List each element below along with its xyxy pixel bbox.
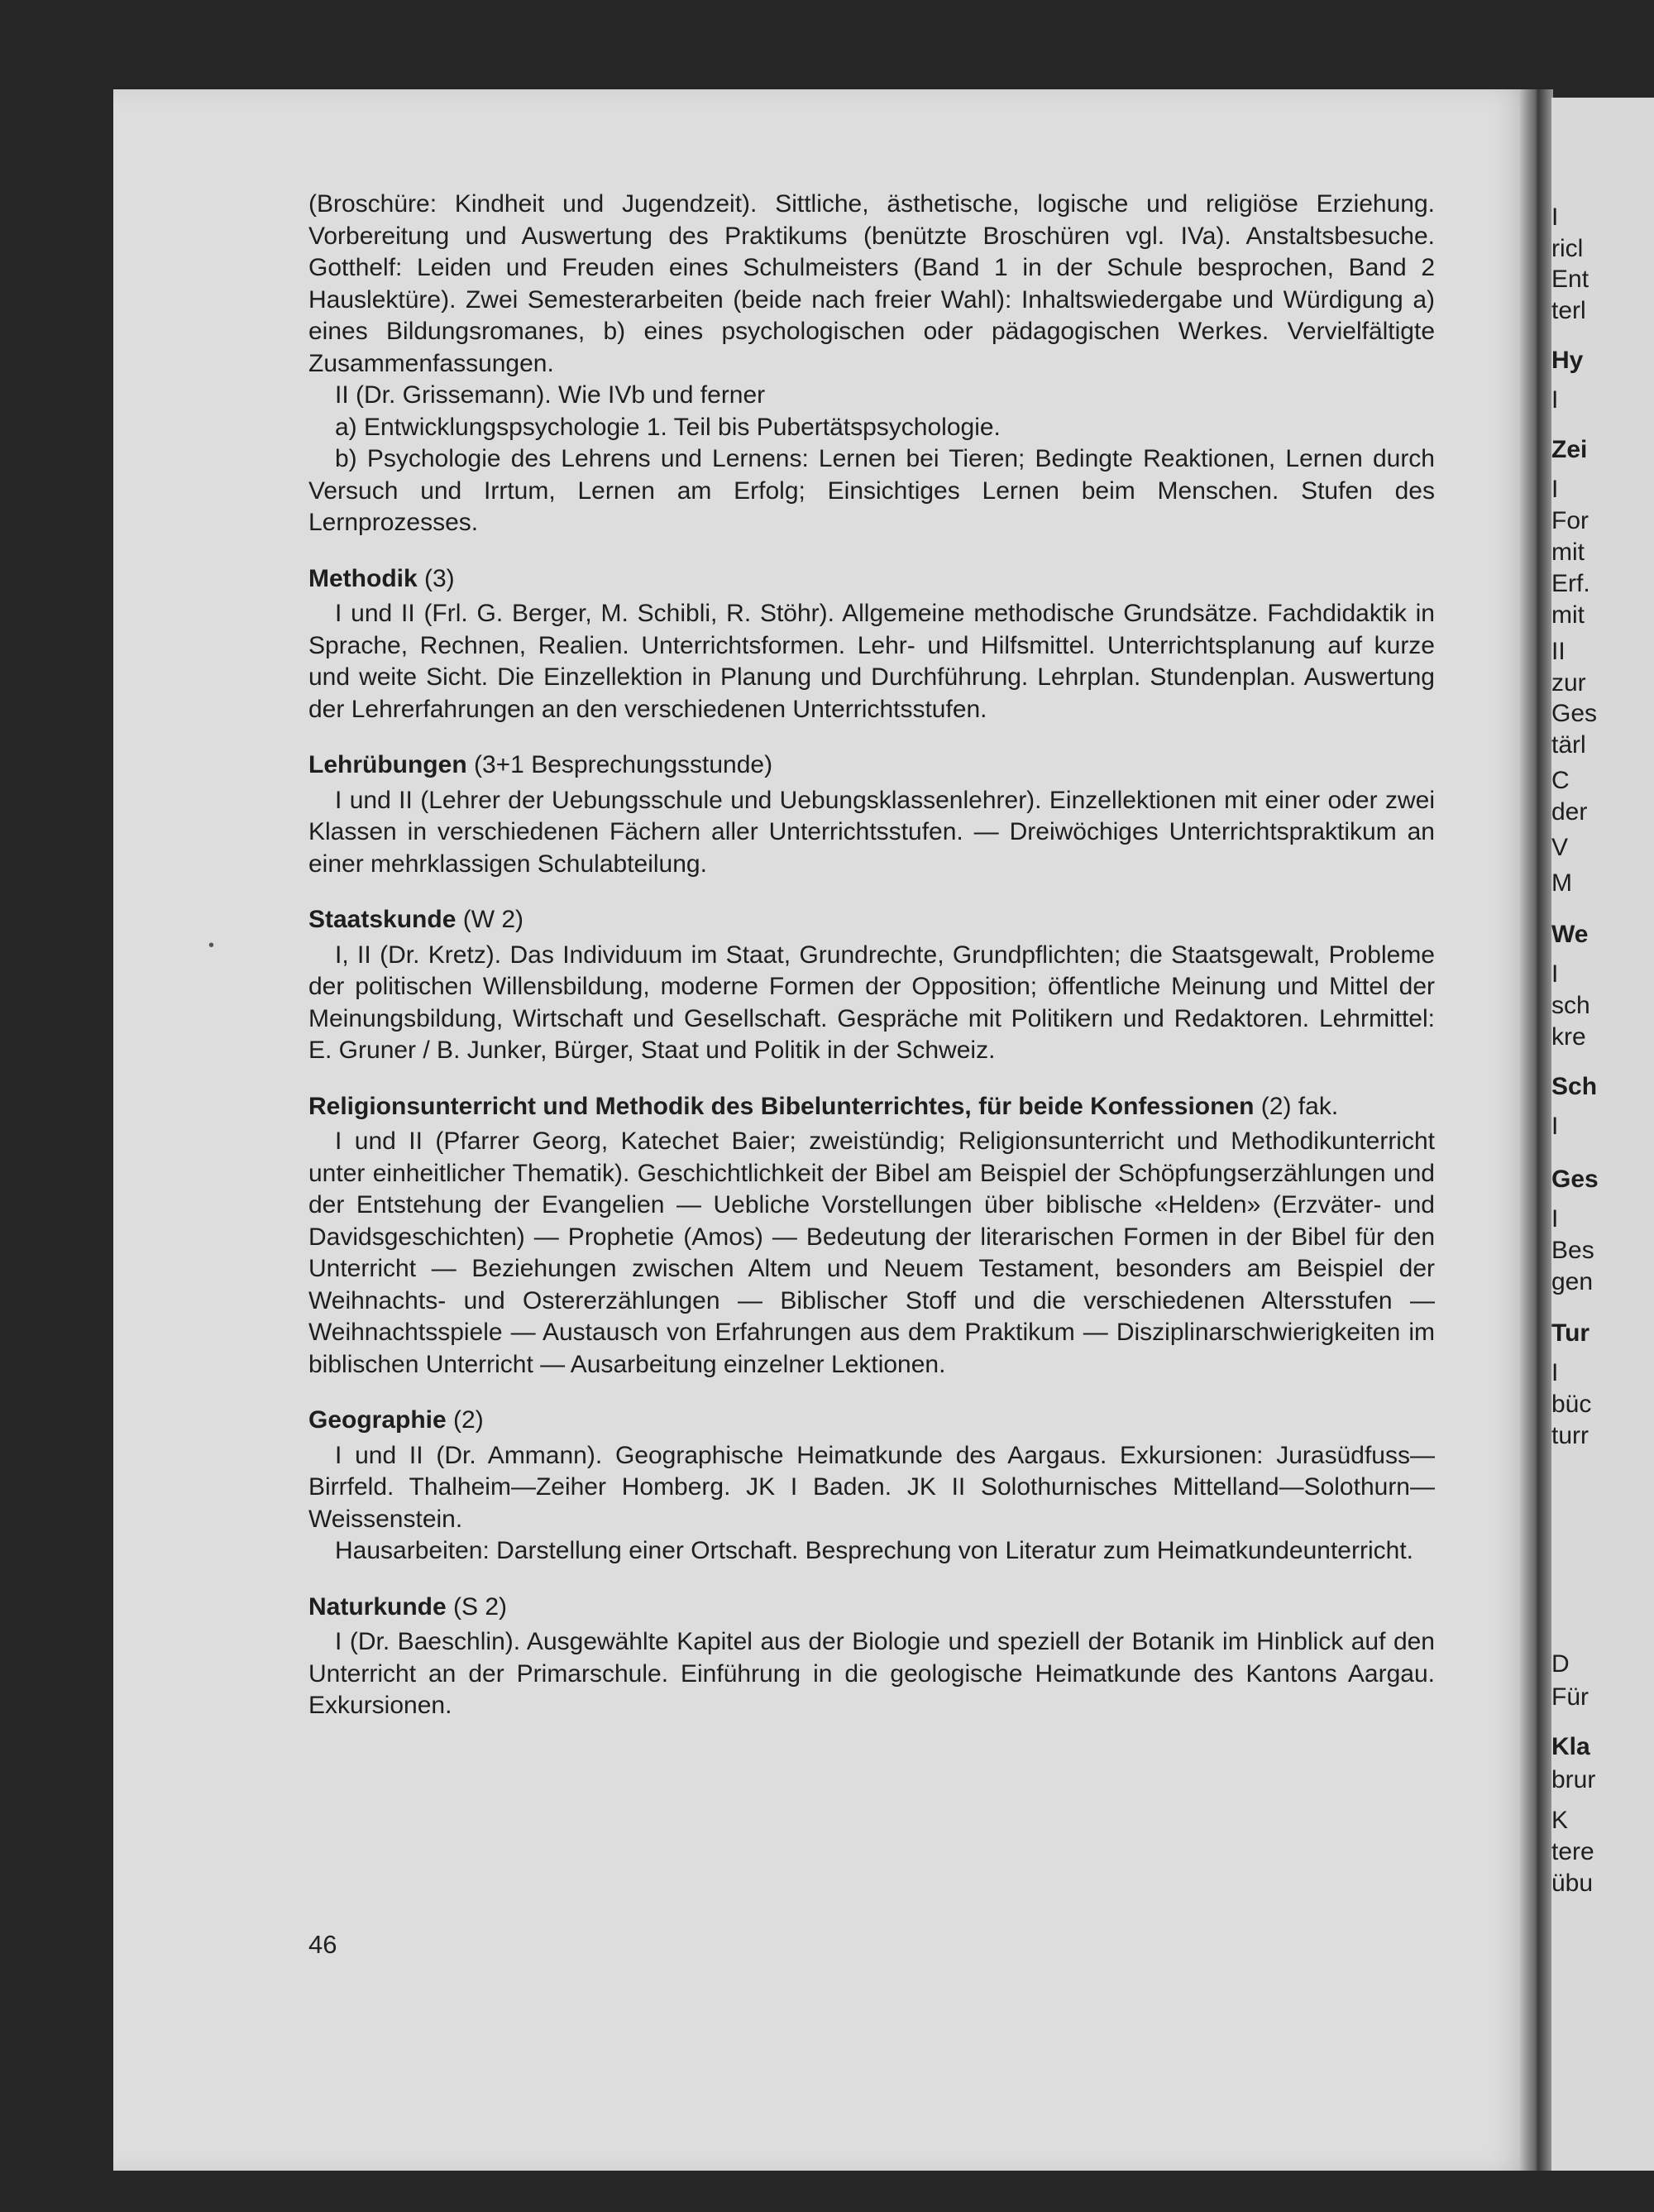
intro-line-ii: II (Dr. Grissemann). Wie IVb und ferner xyxy=(335,381,766,409)
section-title: Staatskunde xyxy=(308,906,457,933)
page-number: 46 xyxy=(308,1930,337,1959)
right-page-text: I xyxy=(1551,476,1559,503)
right-page-heading: Sch xyxy=(1551,1073,1598,1100)
section-heading xyxy=(308,1592,1435,1624)
right-page-text: Erf. xyxy=(1551,570,1590,597)
right-page-heading: Tur xyxy=(1551,1319,1590,1347)
right-page-text: Bes xyxy=(1551,1237,1594,1264)
right-page-text: brur xyxy=(1551,1766,1596,1793)
right-page-text: gen xyxy=(1551,1268,1594,1295)
right-page-text: I xyxy=(1551,1205,1559,1233)
right-page-text: Ent xyxy=(1551,266,1589,293)
section-title: Naturkunde xyxy=(308,1592,447,1621)
right-page-text: ricl xyxy=(1551,235,1584,262)
right-page-text: übu xyxy=(1551,1870,1594,1897)
right-page-text: V xyxy=(1551,834,1569,861)
section-hours: (W 2) xyxy=(456,906,524,933)
right-page-text: I xyxy=(1551,1113,1559,1140)
section-methodik xyxy=(308,563,1435,726)
right-page-fragment xyxy=(1551,98,1654,2171)
right-page-text: der xyxy=(1551,798,1588,826)
right-page-text: mit xyxy=(1551,539,1585,566)
section-title: Geographie xyxy=(308,1406,447,1434)
section-hours: (3) xyxy=(417,564,455,592)
right-page-text: C xyxy=(1551,767,1570,794)
right-page-heading: Zei xyxy=(1551,436,1588,463)
section-title: Methodik xyxy=(308,564,418,592)
section-geographie xyxy=(308,1405,1435,1568)
section-staatskunde xyxy=(308,904,1435,1067)
page-content xyxy=(308,189,1435,1722)
margin-mark: • xyxy=(208,936,215,955)
section-body: I, II (Dr. Kretz). Das Individuum im Staat, Grundrechte, Grundpflichten; die Staatsgewalt, Probleme der politischen Willensbildung, moderne Formen der Opposition; öffentliche Meinung und Mittel der Meinungsbildung, Wirtschaft und Gesellschaft. Gespräche mit Politikern und Redaktoren. Lehrmittel: E. Gruner / B. Junker, Bürger, Staat und Politik in der Schweiz. xyxy=(308,941,1435,1064)
right-page-heading: Ges xyxy=(1551,1166,1599,1193)
right-page-text: Ges xyxy=(1551,700,1598,727)
section-heading xyxy=(308,1405,1435,1437)
right-page-text: I xyxy=(1551,1359,1559,1386)
right-page-text: büc xyxy=(1551,1391,1592,1418)
right-page-heading: Hy xyxy=(1551,347,1584,374)
right-page-text: tärl xyxy=(1551,731,1586,759)
right-page-text: II xyxy=(1551,638,1566,665)
section-hours: (S 2) xyxy=(446,1592,508,1621)
intro-paragraph: (Broschüre: Kindheit und Jugendzeit). Sittliche, ästhetische, logische und religiöse Erziehung. Vorbereitung und Auswertung des Praktikums (benützte Broschüren vgl. IVa). Anstaltsbesuche. Gotthelf: Leiden und Freuden eines Schulmeisters (Band 1 in der Schule besprochen, Band 2 Hauslektüre). Zwei Semesterarbeiten (beide nach freier Wahl): Inhaltswiedergabe und Würdigung a) eines Bildungsromanes, b) eines psychologischen oder pädagogischen Werkes. Vervielfältigte Zusammenfassungen. xyxy=(308,190,1435,377)
right-page-text: zur xyxy=(1551,669,1586,697)
section-body: I und II (Dr. Ammann). Geographische Heimatkunde des Aargaus. Exkursionen: Jurasüdfuss—Birrfeld. Thalheim—Zeiher Homberg. JK I Baden. JK II Solothurnisches Mittelland—Solothurn—Weissenstein. xyxy=(308,1441,1435,1533)
right-page-text: I xyxy=(1551,203,1559,231)
right-page-text: Für xyxy=(1551,1683,1589,1711)
section-lehruebungen xyxy=(308,749,1435,880)
section-hours: (2) xyxy=(446,1406,484,1434)
right-page-text: I xyxy=(1551,386,1559,414)
right-page-text: sch xyxy=(1551,992,1590,1019)
section-naturkunde xyxy=(308,1592,1435,1722)
right-page-text: turr xyxy=(1551,1422,1589,1449)
intro-item-b: b) Psychologie des Lehrens und Lernens: Lernen bei Tieren; Bedingte Reaktionen, Lernen durch Versuch und Irrtum, Lernen am Erfolg; Einsichtiges Lernen beim Menschen. Stufen des Lernprozesses. xyxy=(308,445,1435,536)
right-page-text: I xyxy=(1551,960,1559,988)
section-heading xyxy=(308,749,1435,782)
right-page-heading: We xyxy=(1551,921,1589,948)
section-hours: (3+1 Besprechungsstunde) xyxy=(466,751,773,778)
section-body: I (Dr. Baeschlin). Ausgewählte Kapitel aus der Biologie und speziell der Botanik im Hinblick auf den Unterricht an der Primarschule. Einführung in die geologische Heimatkunde des Kantons Aargau. Exkursionen. xyxy=(308,1628,1435,1719)
section-hours: (2) fak. xyxy=(1254,1092,1339,1120)
section-title: Religionsunterricht und Methodik des Bibelunterrichtes, für beide Konfessionen xyxy=(308,1092,1255,1120)
book-gutter xyxy=(1520,89,1553,2171)
section-body: I und II (Lehrer der Uebungsschule und Uebungsklassenlehrer). Einzellektionen mit einer oder zwei Klassen in verschiedenen Fächern aller Unterrichtsstufen. — Dreiwöchiges Unterrichtspraktikum an einer mehrklassigen Schulabteilung. xyxy=(308,786,1435,878)
intro-item-a: a) Entwicklungspsychologie 1. Teil bis Pubertätspsychologie. xyxy=(335,413,1001,441)
section-heading xyxy=(308,563,1435,596)
section-body: I und II (Frl. G. Berger, M. Schibli, R. Stöhr). Allgemeine methodische Grundsätze. Fachdidaktik in Sprache, Rechnen, Realien. Unterrichtsformen. Lehr- und Hilfsmittel. Unterrichtsplanung auf kurze und weite Sicht. Die Einzellektion in Planung und Durchführung. Lehrplan. Stundenplan. Auswertung der Lehrerfahrungen an den verschiedenen Unterrichtsstufen. xyxy=(308,600,1435,723)
section-body-extra: Hausarbeiten: Darstellung einer Ortschaft. Besprechung von Literatur zum Heimatkundeunterricht. xyxy=(335,1537,1413,1564)
right-page-text: terl xyxy=(1551,297,1586,324)
right-page-text: M xyxy=(1551,869,1572,897)
right-page-text: D xyxy=(1551,1650,1570,1678)
section-title: Lehrübungen xyxy=(308,751,467,778)
section-religionsunterricht xyxy=(308,1091,1435,1381)
right-page-text: tere xyxy=(1551,1838,1594,1865)
section-heading xyxy=(308,904,1435,936)
section-heading xyxy=(308,1091,1435,1123)
right-page-text: mit xyxy=(1551,601,1585,629)
right-page-heading: Kla xyxy=(1551,1733,1590,1760)
right-page-text: K xyxy=(1551,1807,1569,1834)
right-page-text: For xyxy=(1551,507,1589,534)
right-page-text: kre xyxy=(1551,1023,1586,1051)
section-body: I und II (Pfarrer Georg, Katechet Baier; zweistündig; Religionsunterricht und Methodikunterricht unter einheitlicher Thematik). Geschichtlichkeit der Bibel am Beispiel der Schöpfungserzählungen und der Entstehung der Evangelien — Uebliche Vorstellungen über biblische «Helden» (Erzväter- und Davidsgeschichten) — Prophetie (Amos) — Bedeutung der literarischen Formen in der Bibel für den Unterricht — Beziehungen zwischen Altem und Neuem Testament, besonders am Beispiel der Weihnachts- und Ostererzählungen — Biblischer Stoff und die verschiedenen Altersstufen — Weihnachtsspiele — Austausch von Erfahrungen aus dem Praktikum — Disziplinarschwierigkeiten im biblischen Unterricht — Ausarbeitung einzelner Lektionen. xyxy=(308,1128,1435,1378)
